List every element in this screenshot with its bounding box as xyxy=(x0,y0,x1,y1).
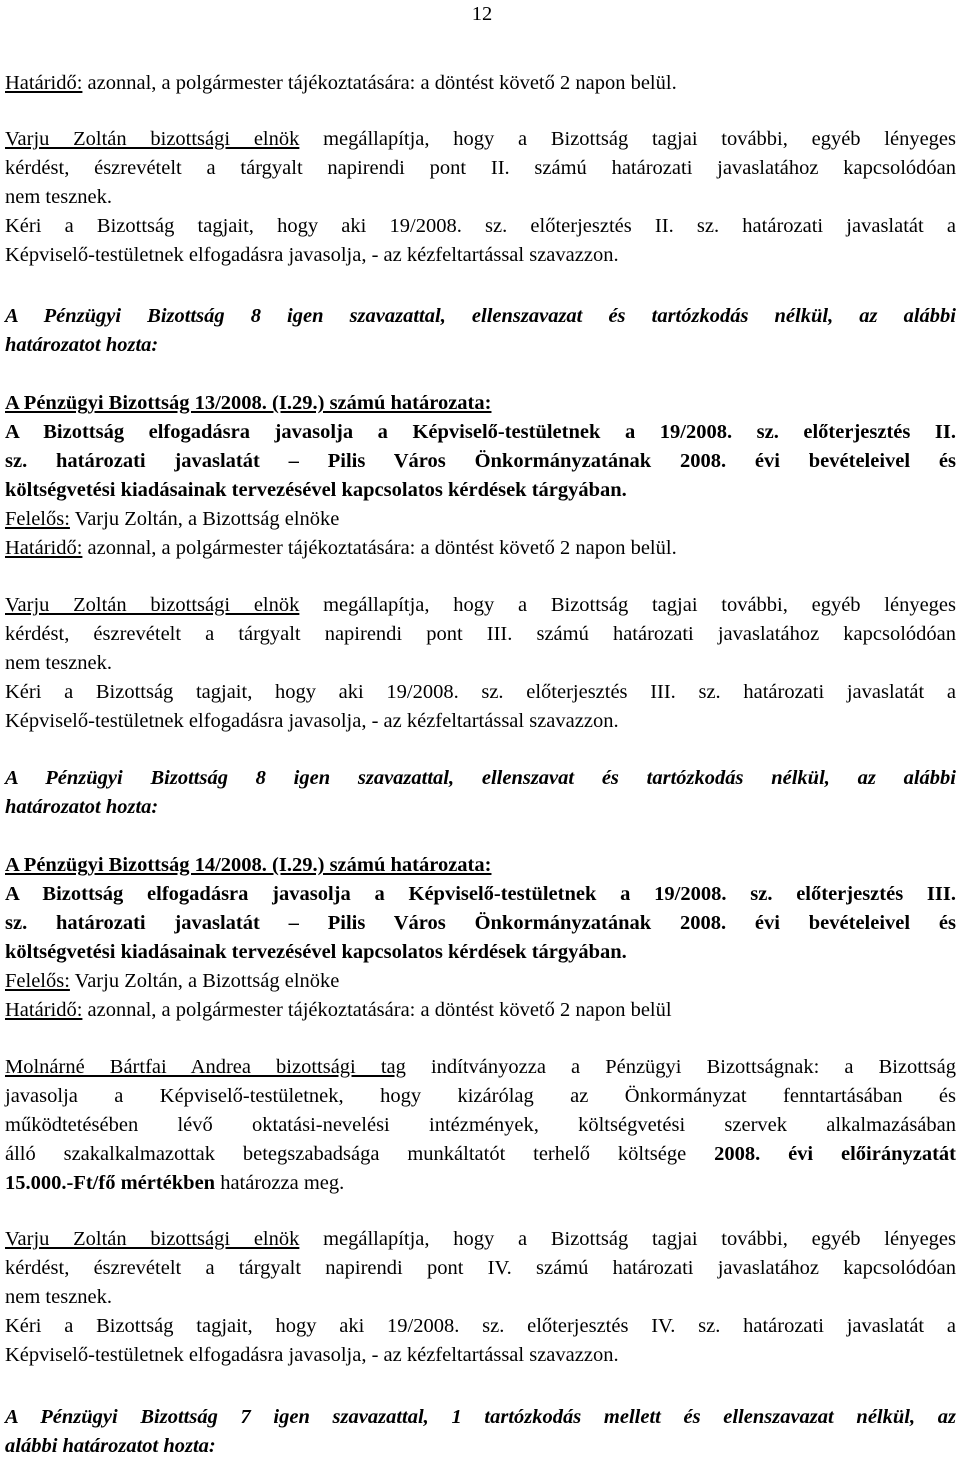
vote-line: A Pénzügyi Bizottság 7 igen szavazattal, 1 tartózkodás mellett és ellenszavazat nélkül, az xyxy=(5,1406,956,1428)
statement-line: Kéri a Bizottság tagjait, hogy aki 19/2008. sz. előterjesztés IV. sz. határozati javaslatát a xyxy=(5,1315,956,1337)
statement-line: Képviselő-testületnek elfogadásra javasolja, - az kézfeltartással szavazzon. xyxy=(5,1344,619,1366)
speaker-name: Varju Zoltán bizottsági elnök xyxy=(5,128,300,150)
statement-text: megállapítja, hogy a Bizottság tagjai további, egyéb lényeges xyxy=(299,1228,956,1250)
statement-line: kérdést, észrevételt a tárgyalt napirendi pont II. számú határozati javaslatához kapcsolódóan xyxy=(5,157,956,179)
statement-line: nem tesznek. xyxy=(5,1286,113,1308)
speaker-name: Molnárné Bártfai Andrea bizottsági tag xyxy=(5,1056,406,1078)
resolution-line: sz. határozati javaslatát – Pilis Város Önkormányzatának 2008. évi bevételeivel és xyxy=(5,450,956,472)
deadline-label: Határidő: xyxy=(5,537,83,559)
chair-statement xyxy=(5,591,956,736)
motion-text: határozza meg. xyxy=(215,1172,345,1194)
deadline-text: azonnal, a polgármester tájékoztatására: a döntést követő 2 napon belül. xyxy=(82,537,677,559)
motion-emphasis: 2008. évi előirányzatát xyxy=(714,1143,956,1165)
chair-statement xyxy=(5,125,956,270)
statement-line: nem tesznek. xyxy=(5,652,113,674)
vote-line: A Pénzügyi Bizottság 8 igen szavazattal, ellenszavat és tartózkodás nélkül, az alábbi xyxy=(5,767,956,789)
statement-line: Kéri a Bizottság tagjait, hogy aki 19/2008. sz. előterjesztés III. sz. határozati javaslatát a xyxy=(5,681,956,703)
responsible-text: Varju Zoltán, a Bizottság elnöke xyxy=(69,508,340,530)
speaker-name: Varju Zoltán bizottsági elnök xyxy=(5,594,300,616)
motion-line: javasolja a Képviselő-testületnek, hogy kizárólag az Önkormányzat fenntartásában és xyxy=(5,1085,956,1107)
vote-line: határozatot hozta: xyxy=(5,334,159,356)
statement-text: megállapítja, hogy a Bizottság tagjai további, egyéb lényeges xyxy=(299,128,956,150)
statement-line: Képviselő-testületnek elfogadásra javasolja, - az kézfeltartással szavazzon. xyxy=(5,244,619,266)
statement-line xyxy=(5,125,956,154)
deadline-text: azonnal, a polgármester tájékoztatására: a döntést követő 2 napon belül xyxy=(82,999,672,1021)
vote-result xyxy=(5,1403,956,1461)
statement-line: kérdést, észrevételt a tárgyalt napirendi pont IV. számú határozati javaslatához kapcsolódóan xyxy=(5,1257,956,1279)
motion-line xyxy=(5,1169,956,1198)
motion-line xyxy=(5,1140,956,1169)
resolution-line: A Bizottság elfogadásra javasolja a Képviselő-testületnek a 19/2008. sz. előterjesztés II. xyxy=(5,421,956,443)
speaker-name: Varju Zoltán bizottsági elnök xyxy=(5,1228,300,1250)
resolution-block xyxy=(5,851,956,967)
statement-line xyxy=(5,591,956,620)
resolution-line: költségvetési kiadásainak tervezésével kapcsolatos kérdések tárgyában. xyxy=(5,941,627,963)
resolution-line: sz. határozati javaslatát – Pilis Város Önkormányzatának 2008. évi bevételeivel és xyxy=(5,912,956,934)
vote-line: A Pénzügyi Bizottság 8 igen szavazattal, ellenszavazat és tartózkodás nélkül, az alábbi xyxy=(5,305,956,327)
statement-line: nem tesznek. xyxy=(5,186,113,208)
deadline-label: Határidő: xyxy=(5,999,83,1021)
statement-line: Képviselő-testületnek elfogadásra javasolja, - az kézfeltartással szavazzon. xyxy=(5,710,619,732)
page-number: 12 xyxy=(471,3,493,25)
vote-result xyxy=(5,764,956,822)
resolution-line: A Bizottság elfogadásra javasolja a Képviselő-testületnek a 19/2008. sz. előterjesztés III. xyxy=(5,883,956,905)
motion-emphasis: 15.000.-Ft/fő mértékben xyxy=(5,1172,216,1194)
motion-text: álló szakalkalmazottak betegszabadsága munkáltatót terhelő költsége xyxy=(5,1143,715,1165)
resolution-title: A Pénzügyi Bizottság 14/2008. (I.29.) számú határozata: xyxy=(5,854,492,876)
vote-line: határozatot hozta: xyxy=(5,796,159,818)
deadline-line xyxy=(5,534,677,563)
deadline-line xyxy=(5,996,672,1025)
chair-statement xyxy=(5,1225,956,1370)
motion-line xyxy=(5,1053,956,1082)
responsible-line xyxy=(5,967,339,996)
statement-text: megállapítja, hogy a Bizottság tagjai további, egyéb lényeges xyxy=(299,594,956,616)
motion-line: működtetésében lévő oktatási-nevelési intézmények, költségvetési szervek alkalmazásában xyxy=(5,1114,956,1136)
responsible-label: Felelős: xyxy=(5,970,70,992)
resolution-line: költségvetési kiadásainak tervezésével kapcsolatos kérdések tárgyában. xyxy=(5,479,627,501)
deadline-label: Határidő: xyxy=(5,72,83,94)
motion-paragraph xyxy=(5,1053,956,1198)
statement-line xyxy=(5,1225,956,1254)
statement-line: kérdést, észrevételt a tárgyalt napirendi pont III. számú határozati javaslatához kapcsolódóan xyxy=(5,623,956,645)
resolution-block xyxy=(5,389,956,505)
vote-line: alábbi határozatot hozta: xyxy=(5,1435,216,1457)
responsible-label: Felelős: xyxy=(5,508,70,530)
vote-result xyxy=(5,302,956,360)
responsible-text: Varju Zoltán, a Bizottság elnöke xyxy=(69,970,340,992)
responsible-line xyxy=(5,505,339,534)
resolution-title: A Pénzügyi Bizottság 13/2008. (I.29.) számú határozata: xyxy=(5,392,492,414)
deadline-text: azonnal, a polgármester tájékoztatására: a döntést követő 2 napon belül. xyxy=(82,72,677,94)
deadline-line xyxy=(5,69,677,98)
statement-line: Kéri a Bizottság tagjait, hogy aki 19/2008. sz. előterjesztés II. sz. határozati javaslatát a xyxy=(5,215,956,237)
motion-text: indítványozza a Pénzügyi Bizottságnak: a Bizottság xyxy=(405,1056,956,1078)
